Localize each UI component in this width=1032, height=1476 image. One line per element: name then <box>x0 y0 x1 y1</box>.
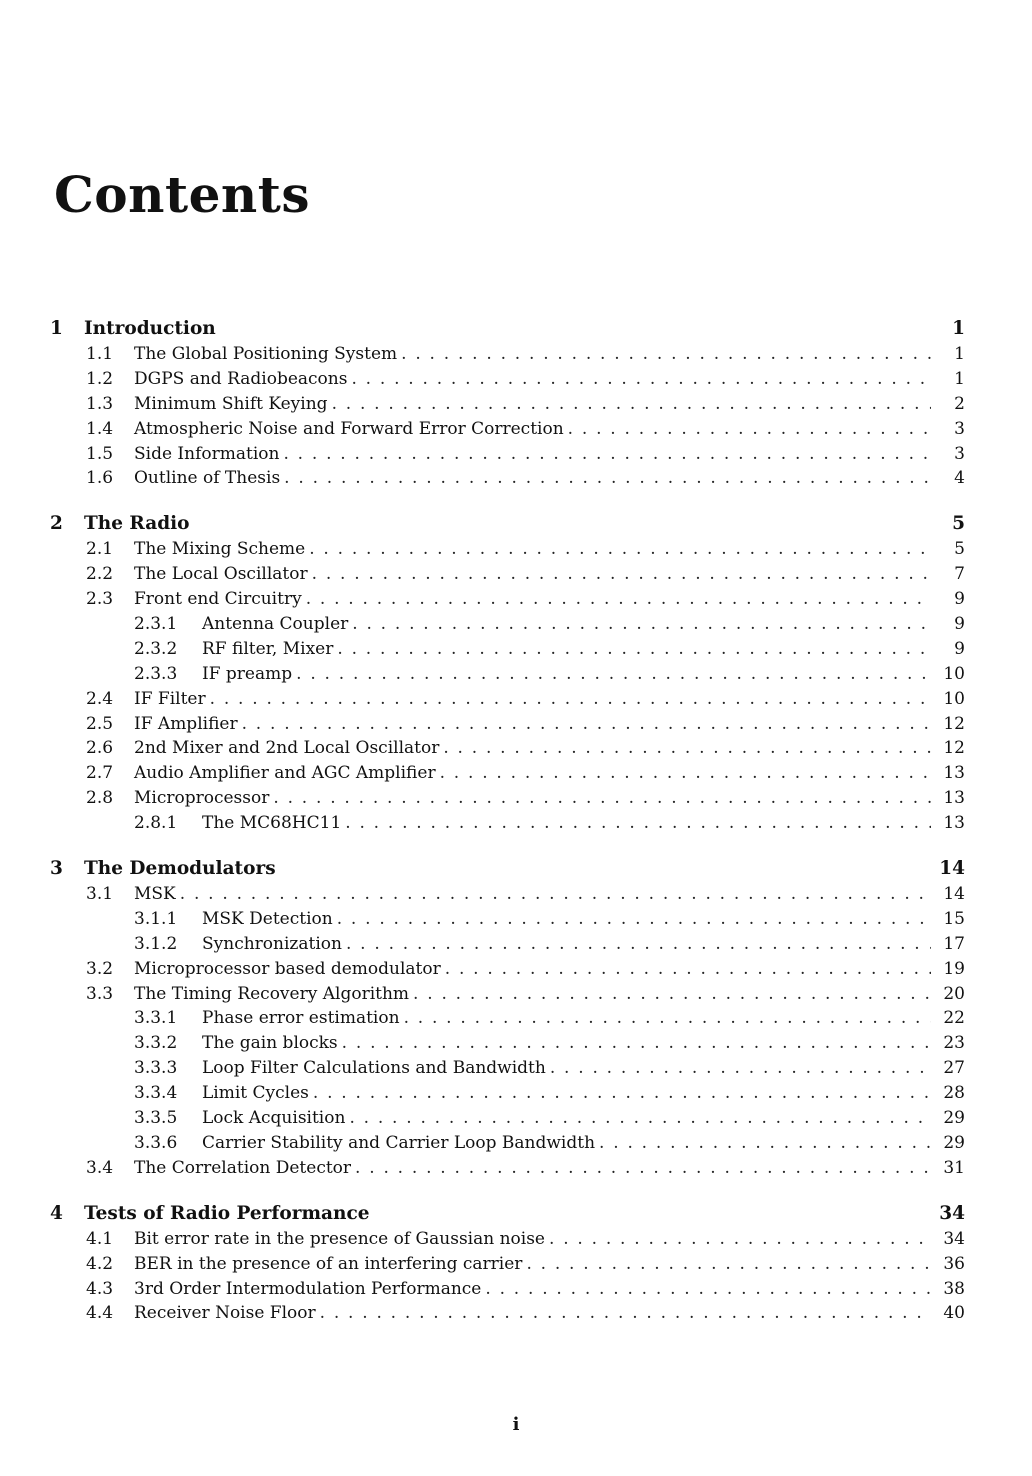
toc-entry-title: Front end Circuitry <box>134 589 302 610</box>
toc-page-number: 5 <box>952 513 965 535</box>
toc-entry-number: 1.3 <box>86 393 114 414</box>
dot-leader <box>401 344 931 364</box>
dot-leader <box>345 813 931 833</box>
toc-entry-number: 1.4 <box>86 418 114 439</box>
toc-page-number: 3 <box>954 418 965 439</box>
toc-chapter-title: Tests of Radio Performance <box>84 1202 370 1224</box>
toc-section-entry[interactable] <box>50 714 965 739</box>
toc-subsection-entry[interactable] <box>50 813 965 838</box>
toc-page-number: 31 <box>943 1157 965 1178</box>
toc-entry-number: 2.4 <box>86 688 114 709</box>
toc-subsection-entry[interactable] <box>50 934 965 959</box>
toc-entry-title: DGPS and Radiobeacons <box>134 368 348 389</box>
toc-entry-title: The Local Oscillator <box>134 564 308 585</box>
dot-leader <box>599 1133 931 1153</box>
toc-page-number: 9 <box>954 589 965 610</box>
dot-leader <box>332 394 931 414</box>
toc-subsection-entry[interactable] <box>50 664 965 689</box>
toc-page-number: 14 <box>939 858 965 880</box>
toc-subsection-entry[interactable] <box>50 909 965 934</box>
toc-subsection-entry[interactable] <box>50 1133 965 1158</box>
toc-page-number: 27 <box>943 1058 965 1079</box>
table-of-contents <box>50 318 965 1328</box>
toc-chapter <box>50 513 965 838</box>
toc-page-number: 29 <box>943 1108 965 1129</box>
toc-entry-number: 3.1.1 <box>134 908 178 929</box>
toc-entry-title: The MC68HC11 <box>202 813 342 834</box>
toc-entry-number: 2.5 <box>86 713 114 734</box>
dot-leader <box>355 1158 931 1178</box>
dot-leader <box>342 1033 931 1053</box>
dot-leader <box>413 984 931 1004</box>
toc-entry-title: Synchronization <box>202 933 342 954</box>
toc-entry-number: 1.6 <box>86 468 114 489</box>
dot-leader <box>337 909 931 929</box>
toc-section-entry[interactable] <box>50 1303 965 1328</box>
toc-page-number: 34 <box>943 1228 965 1249</box>
toc-chapter <box>50 858 965 1183</box>
toc-entry-title: MSK <box>134 884 176 905</box>
toc-entry-number: 3.2 <box>86 958 114 979</box>
toc-chapter-number: 2 <box>50 513 63 535</box>
toc-entry-title: Lock Acquisition <box>202 1108 346 1129</box>
toc-entry-number: 4.3 <box>86 1278 114 1299</box>
toc-entry-title: The Correlation Detector <box>134 1157 352 1178</box>
dot-leader <box>320 1303 931 1323</box>
toc-entry-title: IF preamp <box>202 663 293 684</box>
toc-entry-number: 3.3 <box>86 983 114 1004</box>
toc-page-number: 22 <box>943 1008 965 1029</box>
dot-leader <box>568 419 931 439</box>
toc-entry-number: 3.3.6 <box>134 1132 178 1153</box>
toc-chapter <box>50 1203 965 1329</box>
toc-chapter-entry[interactable] <box>50 318 965 344</box>
toc-page-number: 40 <box>943 1303 965 1324</box>
toc-page-number: 10 <box>943 688 965 709</box>
toc-page-number: 10 <box>943 663 965 684</box>
toc-entry-title: Limit Cycles <box>202 1083 309 1104</box>
toc-page-number: 34 <box>939 1202 965 1224</box>
toc-entry-number: 1.1 <box>86 344 114 364</box>
dot-leader <box>242 714 931 734</box>
dot-leader <box>312 564 931 584</box>
dot-leader <box>485 1279 931 1299</box>
dot-leader <box>352 614 931 634</box>
dot-leader <box>404 1008 931 1028</box>
toc-chapter-entry[interactable] <box>50 858 965 884</box>
toc-entry-title: 3rd Order Intermodulation Performance <box>134 1278 482 1299</box>
dot-leader <box>313 1083 931 1103</box>
toc-page-number: 14 <box>943 884 965 905</box>
toc-section-entry[interactable] <box>50 444 965 469</box>
toc-section-entry[interactable] <box>50 1158 965 1183</box>
toc-page-number: 5 <box>954 539 965 560</box>
toc-entry-number: 2.8 <box>86 788 114 809</box>
dot-leader <box>550 1058 931 1078</box>
toc-page-number: 38 <box>943 1278 965 1299</box>
toc-section-entry[interactable] <box>50 763 965 788</box>
toc-section-entry[interactable] <box>50 589 965 614</box>
toc-entry-title: Antenna Coupler <box>202 614 349 635</box>
toc-page-number: 17 <box>943 933 965 954</box>
toc-section-entry[interactable] <box>50 539 965 564</box>
toc-section-entry[interactable] <box>50 959 965 984</box>
toc-entry-title: Microprocessor based demodulator <box>134 958 441 979</box>
toc-entry-number: 1.5 <box>86 443 114 464</box>
toc-entry-number: 3.1 <box>86 884 114 905</box>
toc-chapter-entry[interactable] <box>50 1203 965 1229</box>
dot-leader <box>210 689 931 709</box>
toc-entry-title: IF Filter <box>134 688 206 709</box>
dot-leader <box>309 539 931 559</box>
toc-page-number: 20 <box>943 983 965 1004</box>
toc-subsection-entry[interactable] <box>50 639 965 664</box>
dot-leader <box>284 468 931 488</box>
toc-chapter-title: The Radio <box>84 513 190 535</box>
toc-page-number: 29 <box>943 1132 965 1153</box>
toc-entry-title: The Global Positioning System <box>134 344 398 364</box>
toc-chapter <box>50 318 965 493</box>
toc-page-number: 2 <box>954 393 965 414</box>
toc-entry-number: 4.1 <box>86 1228 114 1249</box>
toc-entry-number: 2.8.1 <box>134 813 178 834</box>
dot-leader <box>346 934 931 954</box>
toc-entry-title: Outline of Thesis <box>134 468 281 489</box>
toc-entry-title: Receiver Noise Floor <box>134 1303 316 1324</box>
toc-entry-title: The Mixing Scheme <box>134 539 306 560</box>
dot-leader <box>443 738 931 758</box>
toc-section-entry[interactable] <box>50 468 965 493</box>
dot-leader <box>283 444 931 464</box>
toc-section-entry[interactable] <box>50 564 965 589</box>
toc-page-number: 12 <box>943 713 965 734</box>
toc-page-number: 13 <box>943 813 965 834</box>
dot-leader <box>296 664 931 684</box>
toc-entry-title: Bit error rate in the presence of Gaussian noise <box>134 1228 545 1249</box>
toc-subsection-entry[interactable] <box>50 1058 965 1083</box>
toc-section-entry[interactable] <box>50 1279 965 1304</box>
toc-section-entry[interactable] <box>50 689 965 714</box>
toc-section-entry[interactable] <box>50 738 965 763</box>
toc-entry-number: 2.1 <box>86 539 114 560</box>
toc-section-entry[interactable] <box>50 394 965 419</box>
dot-leader <box>351 369 931 389</box>
toc-subsection-entry[interactable] <box>50 1008 965 1033</box>
toc-chapter-entry[interactable] <box>50 513 965 539</box>
toc-entry-number: 2.3.3 <box>134 663 178 684</box>
toc-entry-title: Loop Filter Calculations and Bandwidth <box>202 1058 546 1079</box>
toc-entry-title: RF filter, Mixer <box>202 638 334 659</box>
toc-page-number: 13 <box>943 763 965 784</box>
toc-page-number: 12 <box>943 738 965 759</box>
toc-entry-number: 3.3.5 <box>134 1108 178 1129</box>
toc-subsection-entry[interactable] <box>50 614 965 639</box>
dot-leader <box>440 763 931 783</box>
toc-page-number: 28 <box>943 1083 965 1104</box>
toc-entry-number: 4.2 <box>86 1253 114 1274</box>
toc-section-entry[interactable] <box>50 884 965 909</box>
toc-entry-number: 3.3.4 <box>134 1083 178 1104</box>
toc-entry-number: 3.4 <box>86 1157 114 1178</box>
dot-leader <box>445 959 931 979</box>
toc-subsection-entry[interactable] <box>50 1033 965 1058</box>
toc-entry-number: 2.3 <box>86 589 114 610</box>
toc-entry-number: 2.2 <box>86 564 114 585</box>
toc-entry-title: 2nd Mixer and 2nd Local Oscillator <box>134 738 440 759</box>
toc-entry-title: The gain blocks <box>202 1033 338 1054</box>
toc-entry-number: 2.3.1 <box>134 614 178 635</box>
page-number: i <box>512 1414 520 1435</box>
toc-entry-title: BER in the presence of an interfering carrier <box>134 1253 523 1274</box>
toc-page-number: 1 <box>952 318 965 339</box>
toc-page-number: 23 <box>943 1033 965 1054</box>
toc-entry-title: The Timing Recovery Algorithm <box>134 983 410 1004</box>
toc-entry-title: Minimum Shift Keying <box>134 393 328 414</box>
dot-leader <box>526 1254 931 1274</box>
toc-chapter-title: The Demodulators <box>84 858 276 880</box>
toc-entry-number: 4.4 <box>86 1303 114 1324</box>
toc-entry-title: Carrier Stability and Carrier Loop Bandwidth <box>202 1132 596 1153</box>
dot-leader <box>349 1108 931 1128</box>
toc-page-number: 1 <box>954 368 965 389</box>
toc-chapter-title: Introduction <box>84 318 216 339</box>
dot-leader <box>337 639 931 659</box>
toc-entry-title: Audio Amplifier and AGC Amplifier <box>134 763 436 784</box>
toc-entry-title: IF Amplifier <box>134 713 238 734</box>
toc-section-entry[interactable] <box>50 344 965 369</box>
toc-page-number: 15 <box>943 908 965 929</box>
toc-page-number: 3 <box>954 443 965 464</box>
dot-leader <box>273 788 931 808</box>
toc-entry-number: 2.7 <box>86 763 114 784</box>
toc-chapter-number: 4 <box>50 1202 63 1224</box>
toc-entry-number: 1.2 <box>86 368 114 389</box>
toc-section-entry[interactable] <box>50 1229 965 1254</box>
toc-entry-title: Side Information <box>134 443 280 464</box>
toc-entry-title: Phase error estimation <box>202 1008 400 1029</box>
toc-section-entry[interactable] <box>50 788 965 813</box>
dot-leader <box>180 884 931 904</box>
toc-section-entry[interactable] <box>50 1254 965 1279</box>
toc-entry-number: 3.1.2 <box>134 933 178 954</box>
toc-entry-title: Atmospheric Noise and Forward Error Correction <box>134 418 564 439</box>
toc-chapter-number: 1 <box>50 318 63 339</box>
toc-entry-number: 3.3.3 <box>134 1058 178 1079</box>
toc-entry-number: 3.3.1 <box>134 1008 178 1029</box>
toc-section-entry[interactable] <box>50 984 965 1009</box>
toc-entry-number: 2.6 <box>86 738 114 759</box>
toc-entry-number: 3.3.2 <box>134 1033 178 1054</box>
toc-section-entry[interactable] <box>50 369 965 394</box>
toc-section-entry[interactable] <box>50 419 965 444</box>
toc-page-number: 13 <box>943 788 965 809</box>
toc-chapter-number: 3 <box>50 858 63 880</box>
toc-page-number: 9 <box>954 638 965 659</box>
toc-subsection-entry[interactable] <box>50 1083 965 1108</box>
dot-leader <box>549 1229 931 1249</box>
page-title: Contents <box>54 165 311 224</box>
toc-subsection-entry[interactable] <box>50 1108 965 1133</box>
toc-entry-number: 2.3.2 <box>134 638 178 659</box>
toc-entry-title: MSK Detection <box>202 908 333 929</box>
toc-page-number: 7 <box>954 564 965 585</box>
toc-page-number: 4 <box>954 468 965 489</box>
toc-page-number: 19 <box>943 958 965 979</box>
dot-leader <box>306 589 931 609</box>
toc-entry-title: Microprocessor <box>134 788 270 809</box>
toc-page-number: 1 <box>954 344 965 364</box>
toc-page-number: 9 <box>954 614 965 635</box>
toc-page-number: 36 <box>943 1253 965 1274</box>
